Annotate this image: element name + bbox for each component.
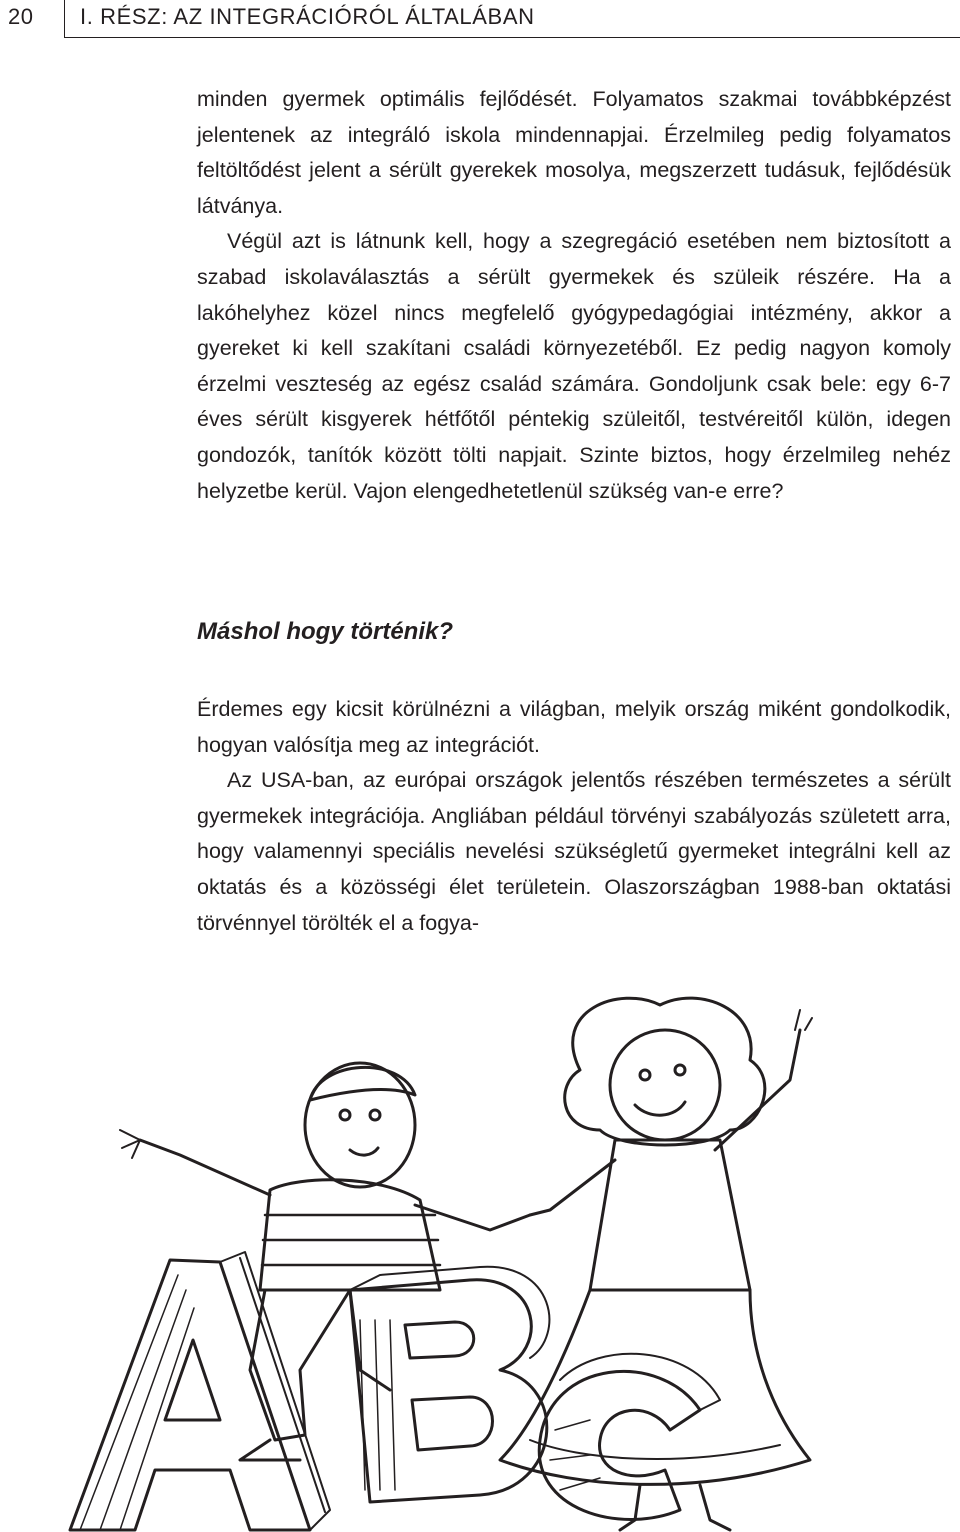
paragraph: Az USA-ban, az európai országok jelentős részében természetes a sérült gyermekek integrációja. Angliában például törvényi szabályozás született arra, hogy valamennyi speciális nevelési szükségletű gyermeket integrálni kell az oktatás és a közösségi élet területein. Olaszországban 1988-ban oktatási törvénnyel törölték el a fogya- — [197, 768, 951, 935]
chapter-title: I. RÉSZ: AZ INTEGRÁCIÓRÓL ÁLTALÁBAN — [80, 4, 535, 29]
paragraph: Végül azt is látnunk kell, hogy a szegregáció esetében nem biztosított a szabad iskolaválasztás a sérült gyermekek és szüleik részére. Ha a lakóhelyhez közel nincs megfelelő gyógypedagógiai intézmény, akkor a gyereket ki kell szakítani családi környezetéből. Ez pedig nagyon komoly érzelmi veszteség az egész család számára. Gondoljunk csak bele: egy 6-7 éves sérült kisgyerek hétfőtől péntekig szüleitől, testvéreitől külön, idegen gondozók, tanítók között tölti napjait. Szinte biztos, hogy érzelmileg nehéz helyzetbe kerül. Vajon elengedhetetlenül szükség van-e erre? — [197, 229, 951, 503]
body-text-lower — [197, 692, 951, 941]
children-playing-illustration — [60, 990, 960, 1532]
paragraph: minden gyermek optimális fejlődését. Folyamatos szakmai továbbképzést jelentenek az integráló iskola mindennapjai. Érzelmileg pedig folyamatos feltöltődést jelent a sérült gyerekek mosolya, megszerzett tudásuk, fejlődésük látványa. — [197, 87, 951, 218]
header-divider-vertical — [64, 0, 65, 38]
body-text-upper — [197, 82, 951, 509]
section-heading: Máshol hogy történik? — [197, 618, 454, 645]
paragraph: Érdemes egy kicsit körülnézni a világban, melyik ország miként gondolkodik, hogyan valósítja meg az integrációt. — [197, 697, 951, 757]
page-number: 20 — [8, 4, 34, 29]
girl-figure — [500, 998, 812, 1530]
header-divider-horizontal — [64, 37, 960, 38]
letter-c-block — [539, 1354, 720, 1520]
running-head — [0, 0, 960, 40]
letter-a-block — [70, 1252, 330, 1530]
